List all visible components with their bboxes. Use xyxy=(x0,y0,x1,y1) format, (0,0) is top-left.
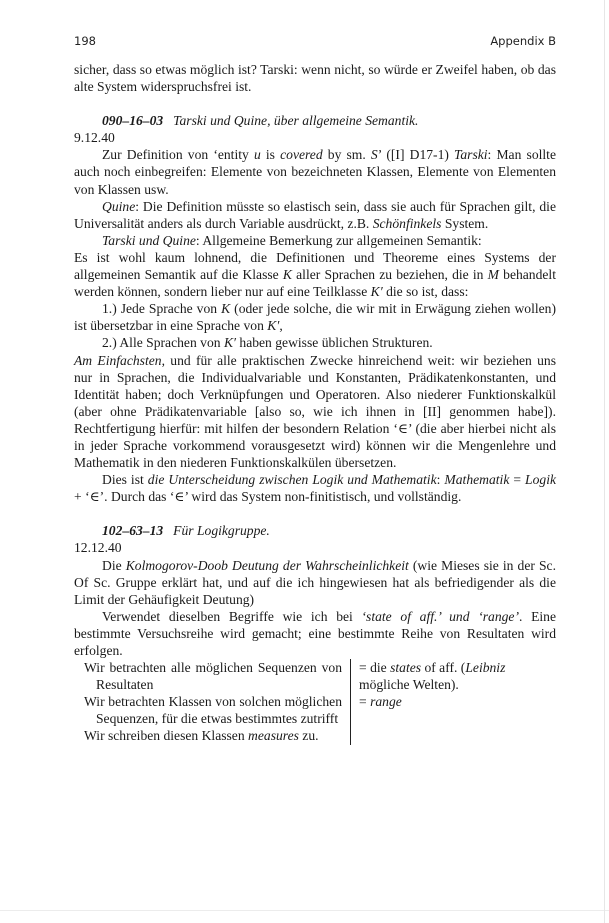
paragraph-semantics-classes: Es ist wohl kaum lohnend, die Definitionen und Theoreme eines Systems der allgemeinen Semantik auf die Klasse K aller Sprachen zu beziehen, die in M behandelt werden können, sondern lieber nur auf eine Teilklasse K′ die so ist, dass: xyxy=(74,249,556,300)
paragraph-tarski-quine: Tarski und Quine: Allgemeine Bemerkung zur allgemeinen Semantik: xyxy=(102,232,482,248)
comparison-table xyxy=(84,659,550,744)
entry-title: Tarski und Quine, über allgemeine Semantik. xyxy=(173,113,419,129)
entry-heading-090-16-03 xyxy=(74,112,556,129)
entry-id: 090–16–03 xyxy=(102,113,164,129)
table-cell-left: Wir schreiben diesen Klassen measures zu. xyxy=(84,728,319,744)
intro-paragraph: sicher, dass so etwas möglich ist? Tarski: wenn nicht, so würde er Zweifel haben, ob das alte System widerspruchsfrei ist. xyxy=(74,62,556,95)
paragraph-definition-entity: Zur Definition von ‘entity u is covered by sm. S’ ([I] D17-1) Tarski: Man sollte auch noch einbegreifen: Elemente von bezeichneten Klassen, Elemente von Elementen von Klassen usw. xyxy=(74,147,556,197)
right-edge-line xyxy=(604,0,605,923)
entry-date: 9.12.40 xyxy=(74,130,115,146)
paragraph-am-einfachsten: Am Einfachsten, und für alle praktischen Zwecke hinreichend weit: wir beziehen uns nur in Sprachen, die Individualvariable und Konstanten, Prädikatenkonstanten, und Identität haben; doch Verknüpfungen und Operatoren. Also niederer Funktionskalkül (aber ohne Prädikatenvariable [also so, wie ich ihnen in [II] genommen habe]). Rechtfertigung hierfür: mit hilfen der besondern Relation ‘∈’ (die aber hierbei nicht als in jeder Sprache vorkommend vorausgesetzt wird) können wir die Mengenlehre und Mathematik in den niederen Funktionskalkülen übersetzen. xyxy=(74,352,557,471)
list-item-2: 2.) Alle Sprachen von K′ haben gewisse üblichen Strukturen. xyxy=(102,335,433,351)
paragraph-state-of-affairs: Verwendet dieselben Begriffe wie ich bei ‘state of aff.’ und ‘range’. Eine bestimmte Versuchsreihe wird gemacht; eine bestimmte Reihe von Resultaten wird erfolgen. xyxy=(74,608,557,658)
page-body xyxy=(74,61,556,745)
table-cell-right: = die states of aff. (Leibniz mögliche Welten). xyxy=(359,660,506,693)
bottom-edge-line xyxy=(0,910,609,911)
entry-title: Für Logikgruppe. xyxy=(173,523,270,539)
entry-date: 12.12.40 xyxy=(74,540,122,556)
paragraph-quine: Quine: Die Definition müsste so elastisch sein, dass sie auch für Sprachen gilt, die Universalität anders als durch Variable ausdrückt, z.B. Schönfinkels System. xyxy=(74,198,556,231)
running-title: Appendix B xyxy=(490,34,556,48)
running-header xyxy=(74,34,556,50)
list-item-1: 1.) Jede Sprache von K (oder jede solche, die wir mit in Erwägung ziehen wollen) ist übersetzbar in eine Sprache von K′, xyxy=(74,301,556,334)
table-cell-left: Wir betrachten alle möglichen Sequenzen von Resultaten xyxy=(84,660,342,693)
page-number: 198 xyxy=(74,34,96,48)
paragraph-kolmogorov: Die Kolmogorov-Doob Deutung der Wahrscheinlichkeit (wie Mieses sie in der Sc. Of Sc. Gruppe erklärt hat, und auf die ich hingewiesen hat als befriedigender als die Limit der Gehäufigkeit Deutung) xyxy=(74,557,556,607)
paragraph-logik-mathematik: Dies ist die Unterscheidung zwischen Logik und Mathematik: Mathematik = Logik + ‘∈’. Durch das ‘∈’ wird das System non-finitistisch, und vollständig. xyxy=(74,472,557,505)
table-cell-right: = range xyxy=(359,694,402,710)
table-cell-left: Wir betrachten Klassen von solchen möglichen Sequenzen, für die etwas bestimmtes zutrifft xyxy=(84,694,342,727)
entry-heading-102-63-13 xyxy=(74,522,556,539)
table-row xyxy=(84,659,550,744)
entry-id: 102–63–13 xyxy=(102,523,164,539)
